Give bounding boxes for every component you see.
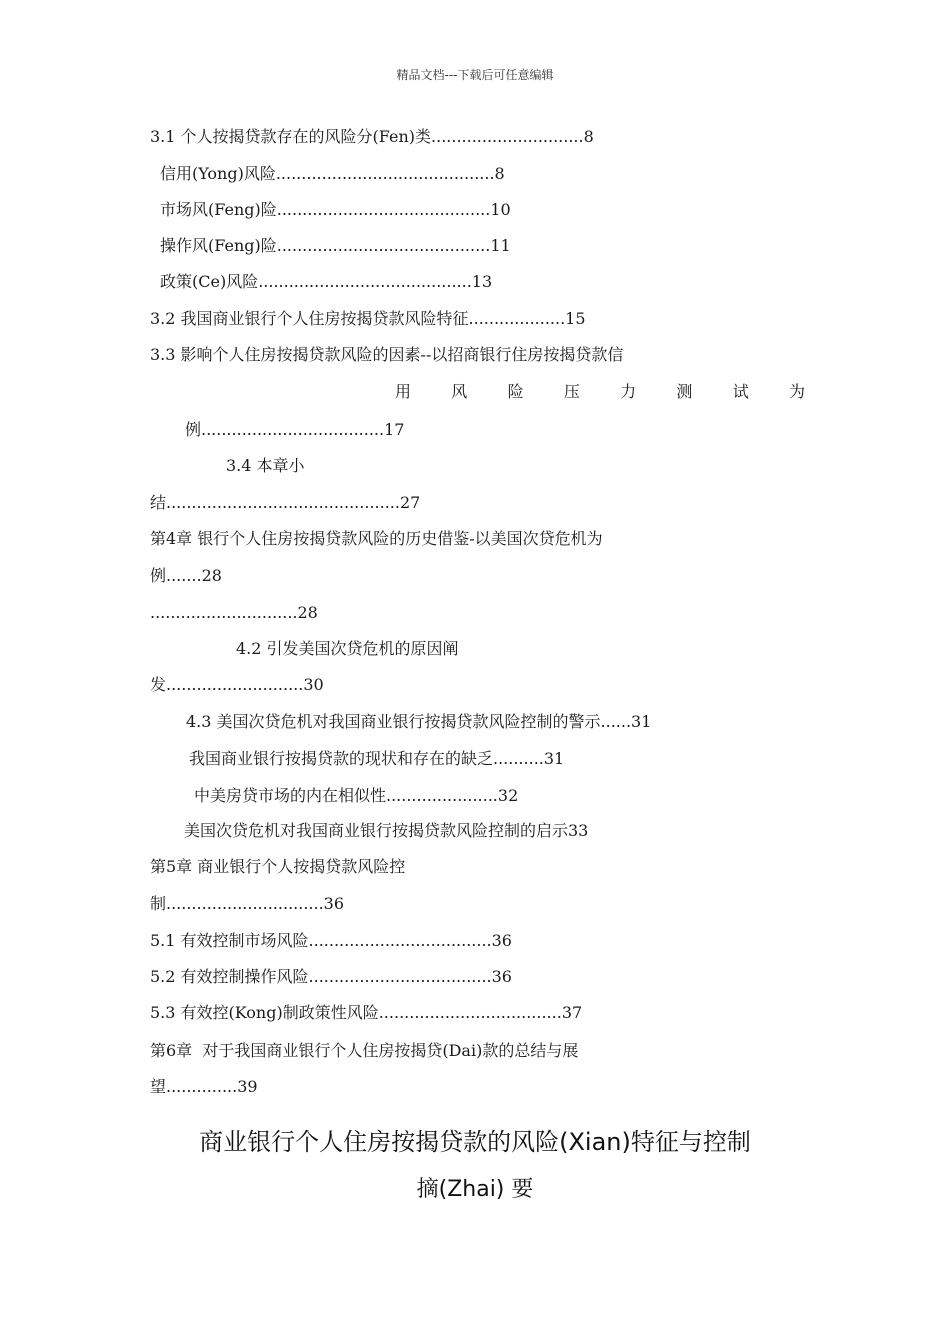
toc-char: 为 bbox=[788, 382, 805, 401]
toc-entry-4-1: .............................28 bbox=[150, 603, 318, 622]
toc-entry-market-risk: 市场风(Feng)险..........................................10 bbox=[160, 200, 511, 219]
toc-entry-operation-risk: 操作风(Feng)险..........................................11 bbox=[160, 236, 511, 255]
toc-entry-4-2: 4.2 引发美国次贷危机的原因阐 bbox=[236, 639, 459, 658]
abstract-heading: 摘(Zhai) 要 bbox=[416, 1177, 534, 1202]
toc-entry-4-3-2: 中美房贷市场的内在相似性......................32 bbox=[194, 786, 519, 805]
toc-entry-4-3: 4.3 美国次贷危机对我国商业银行按揭贷款风险控制的警示......31 bbox=[186, 712, 652, 731]
toc-char: 力 bbox=[620, 382, 637, 401]
toc-entry-3-3: 3.3 影响个人住房按揭贷款风险的因素--以招商银行住房按揭贷款信 bbox=[150, 345, 624, 364]
toc-entry-4-3-1: 我国商业银行按揭贷款的现状和存在的缺乏..........31 bbox=[189, 749, 565, 768]
toc-entry-5-3: 5.3 有效控(Kong)制政策性风险....................................37 bbox=[150, 1003, 583, 1022]
toc-entry-credit-risk: 信用(Yong)风险...........................................8 bbox=[160, 164, 505, 183]
document-title: 商业银行个人住房按揭贷款的风险(Xian)特征与控制 bbox=[199, 1128, 751, 1156]
toc-char: 险 bbox=[507, 382, 524, 401]
toc-entry-3-4: 3.4 本章小 bbox=[226, 456, 305, 475]
toc-entry-3-4-end: 结..............................................27 bbox=[150, 493, 421, 512]
toc-entry-3-1: 3.1 个人按揭贷款存在的风险分(Fen)类..............................8 bbox=[150, 127, 594, 146]
toc-entry-policy-risk: 政策(Ce)风险..........................................13 bbox=[160, 272, 493, 291]
toc-entry-4-3-3: 美国次贷危机对我国商业银行按揭贷款风险控制的启示33 bbox=[184, 821, 589, 840]
toc-char: 测 bbox=[676, 382, 693, 401]
toc-entry-chapter-6: 第6章 对于我国商业银行个人住房按揭贷(Dai)款的总结与展 bbox=[150, 1041, 579, 1060]
toc-char: 风 bbox=[451, 382, 468, 401]
toc-entry-4-2-end: 发...........................30 bbox=[150, 675, 324, 694]
toc-entry-chapter-6-end: 望..............39 bbox=[150, 1077, 258, 1096]
toc-entry-3-2: 3.2 我国商业银行个人住房按揭贷款风险特征...................15 bbox=[150, 309, 586, 328]
toc-entry-chapter-5-end: 制...............................36 bbox=[150, 894, 345, 913]
toc-entry-chapter-5: 第5章 商业银行个人按揭贷款风险控 bbox=[150, 857, 406, 876]
toc-entry-3-3-end: 例....................................17 bbox=[185, 420, 405, 439]
toc-char: 试 bbox=[732, 382, 749, 401]
toc-entry-chapter-4: 第4章 银行个人住房按揭贷款风险的历史借鉴-以美国次贷危机为 bbox=[150, 529, 603, 548]
toc-entry-5-2: 5.2 有效控制操作风险....................................36 bbox=[150, 967, 512, 986]
toc-entry-5-1: 5.1 有效控制市场风险....................................36 bbox=[150, 931, 512, 950]
page-header-note: 精品文档---下载后可任意编辑 bbox=[396, 68, 554, 82]
toc-char: 用 bbox=[395, 382, 412, 401]
toc-entry-3-3-continued bbox=[395, 382, 805, 402]
toc-entry-chapter-4-end: 例.......28 bbox=[150, 566, 222, 585]
toc-char: 压 bbox=[563, 382, 580, 401]
